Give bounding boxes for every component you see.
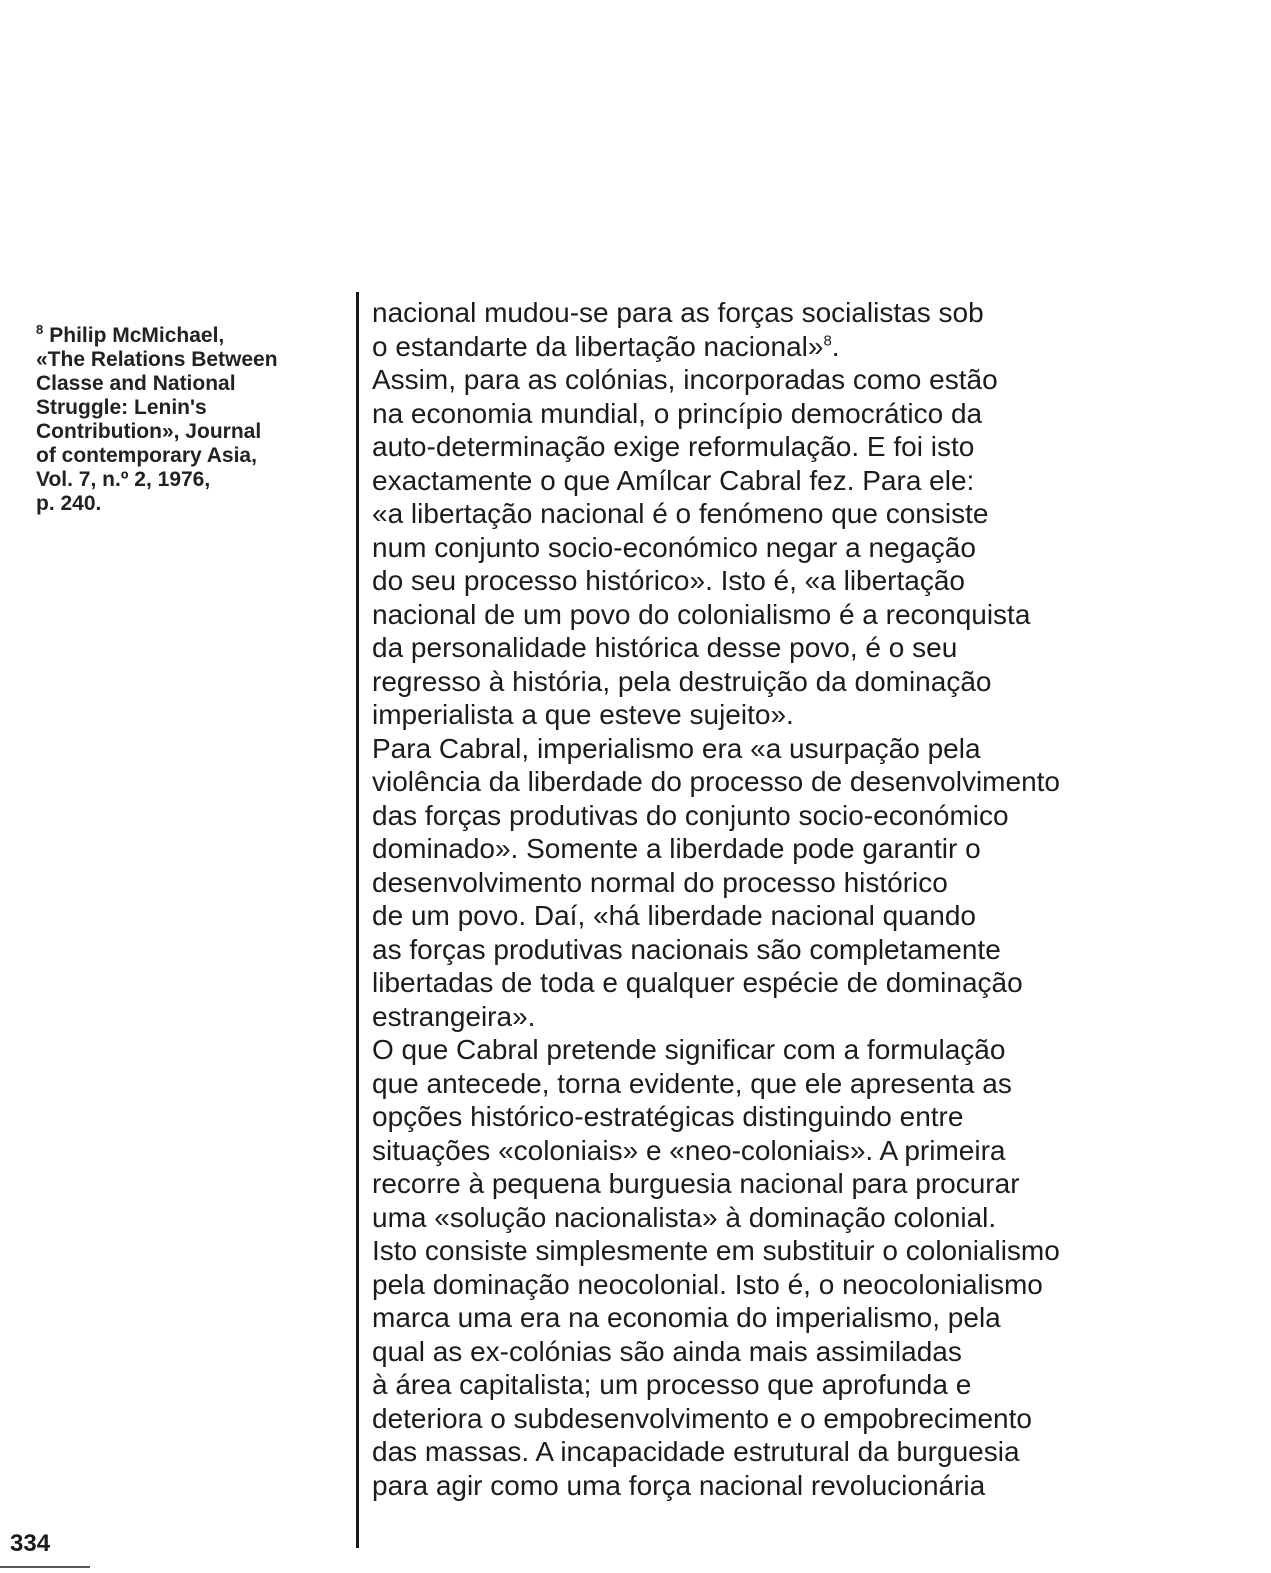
text-line: da personalidade histórica desse povo, é o seu	[372, 632, 958, 663]
text-line: o estandarte da libertação nacional»$^8$.	[372, 330, 840, 362]
text-line: «a libertação nacional é o fenómeno que consiste	[372, 498, 989, 529]
text-line: nacional de um povo do colonialismo é a reconquista	[372, 598, 1031, 630]
text-line: marca uma era na economia do imperialismo, pela	[372, 1302, 1001, 1333]
text-line: das massas. A incapacidade estrutural da burguesia	[372, 1436, 1020, 1467]
text-line: na economia mundial, o princípio democrático da	[372, 397, 983, 429]
margin-divider	[356, 292, 359, 1548]
footnote-line: Contribution», Journal	[36, 420, 262, 443]
text-line: deteriora o subdesenvolvimento e o empobrecimento	[372, 1402, 1032, 1434]
footnote-marker: 8	[36, 322, 44, 337]
text-line: violência da liberdade do processo de desenvolvimento	[372, 766, 1060, 797]
text-line: estrangeira».	[372, 1000, 536, 1032]
footnote-line: Vol. 7, n.º 2, 1976,	[36, 468, 211, 491]
footnote-line: $^8$ Philip McMichael,	[36, 322, 225, 347]
text-line: libertadas de toda e qualquer espécie de dominação	[372, 967, 1023, 998]
page-number: 334	[10, 1530, 51, 1557]
text-line: opções histórico-estratégicas distinguindo entre	[372, 1101, 964, 1132]
footnote	[36, 318, 336, 516]
text-line: auto-determinação exige reformulação. E foi isto	[372, 431, 975, 462]
body-text	[372, 296, 1232, 1502]
text-line: num conjunto socio-económico negar a negação	[372, 531, 976, 563]
bottom-rule	[0, 1566, 90, 1568]
text-line: imperialista a que esteve sujeito».	[372, 699, 794, 730]
text-line: qual as ex-colónias são ainda mais assimiladas	[372, 1335, 962, 1367]
text-line: para agir como uma força nacional revolucionária	[372, 1469, 986, 1501]
text-line: as forças produtivas nacionais são completamente	[372, 933, 1001, 965]
text-line: uma «solução nacionalista» à dominação colonial.	[372, 1201, 997, 1233]
body-lines	[372, 363, 1232, 1502]
text-line: das forças produtivas do conjunto socio-económico	[372, 799, 1009, 831]
footnote-line: Struggle: Lenin's	[36, 396, 207, 419]
text-line: nacional mudou-se para as forças socialistas sob	[372, 297, 984, 328]
text-line: exactamente o que Amílcar Cabral fez. Para ele:	[372, 464, 975, 496]
text-line: situações «coloniais» e «neo-coloniais». A primeira	[372, 1134, 1006, 1166]
text-line: dominado». Somente a liberdade pode garantir o	[372, 833, 981, 864]
text-line: regresso à história, pela destruição da dominação	[372, 665, 992, 697]
text-line: desenvolvimento normal do processo histórico	[372, 866, 948, 898]
text-line: Isto consiste simplesmente em substituir o colonialismo	[372, 1235, 1060, 1266]
text-line: que antecede, torna evidente, que ele apresenta as	[372, 1067, 1012, 1099]
text-line: recorre à pequena burguesia nacional para procurar	[372, 1168, 1020, 1199]
text-line: O que Cabral pretende significar com a formulação	[372, 1034, 1006, 1065]
text-line: Assim, para as colónias, incorporadas como estão	[372, 364, 998, 395]
text-line: do seu processo histórico». Isto é, «a libertação	[372, 565, 966, 596]
text-line: Para Cabral, imperialismo era «a usurpação pela	[372, 732, 981, 764]
footnote-reference: 8	[823, 332, 832, 350]
footnote-line: p. 240.	[36, 492, 102, 515]
footnote-line: «The Relations Between	[36, 348, 278, 371]
footnote-line: Classe and National	[36, 372, 236, 395]
text-line: à área capitalista; um processo que aprofunda e	[372, 1369, 972, 1400]
footnote-line: of contemporary Asia,	[36, 444, 257, 467]
text-line: de um povo. Daí, «há liberdade nacional quando	[372, 900, 976, 931]
text-line: pela dominação neocolonial. Isto é, o neocolonialismo	[372, 1268, 1043, 1300]
